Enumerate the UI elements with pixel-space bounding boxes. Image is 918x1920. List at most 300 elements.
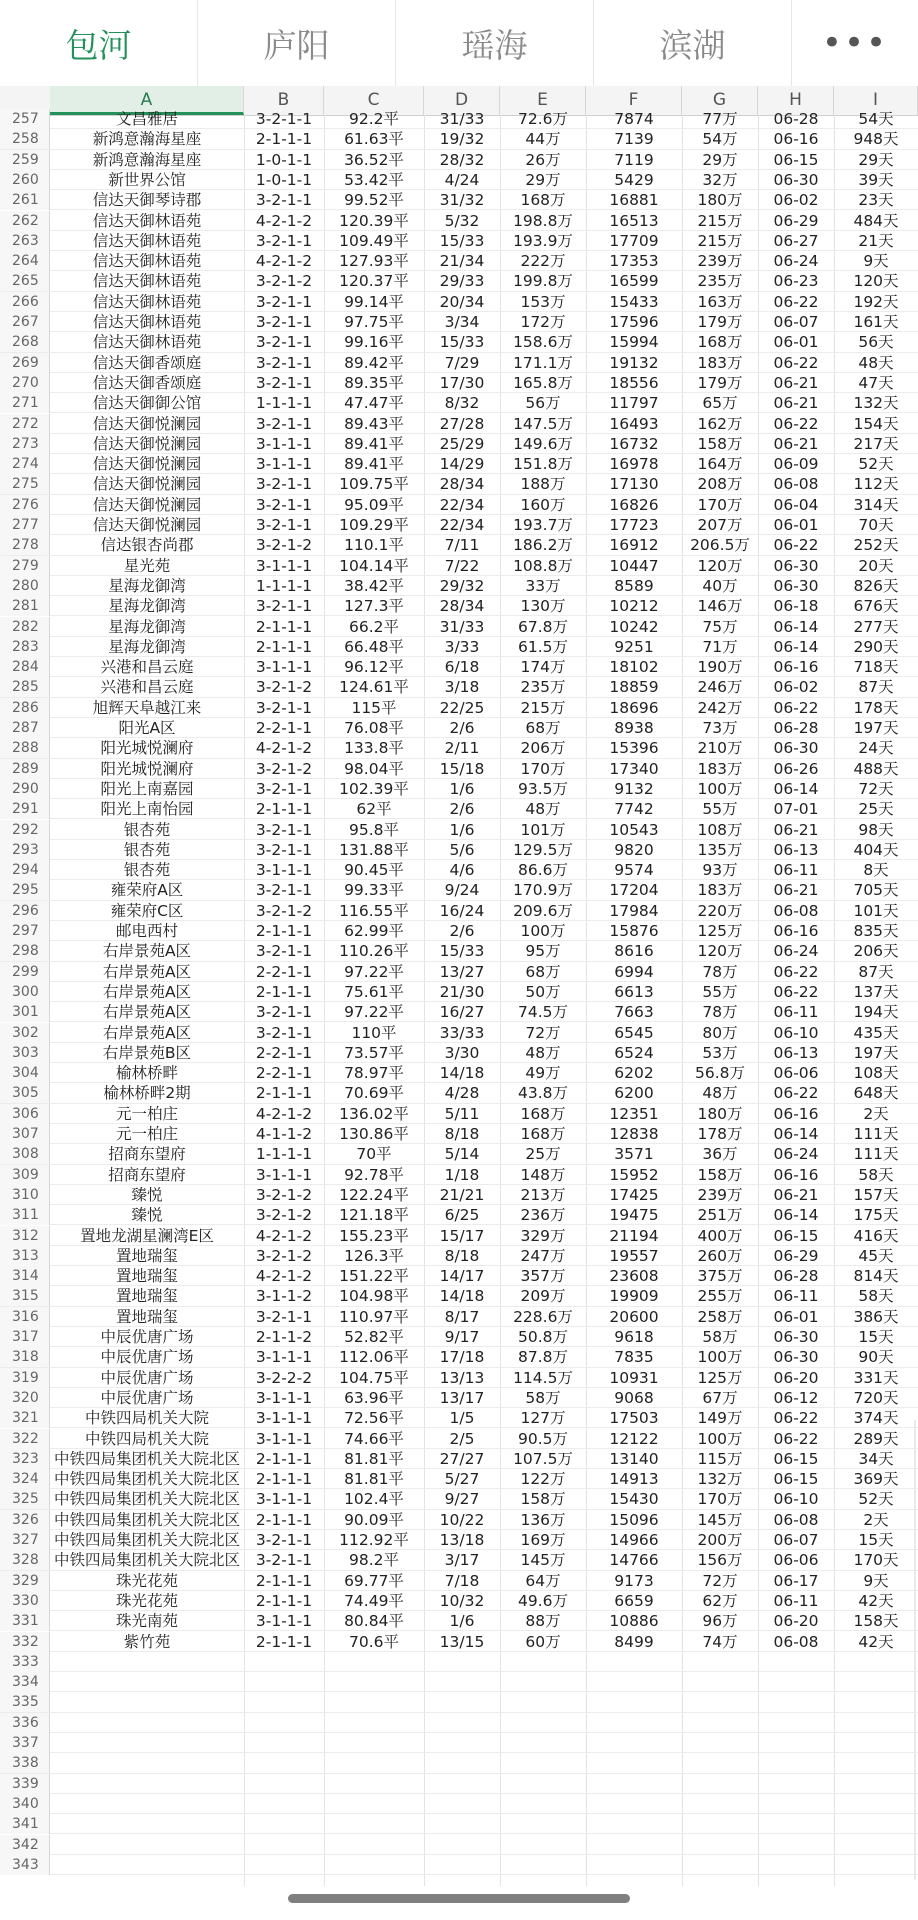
table-cell[interactable]: 06-04 xyxy=(773,495,819,514)
table-cell[interactable]: 兴港和昌云庭 xyxy=(100,658,194,677)
table-cell[interactable]: 206.5万 xyxy=(690,536,750,555)
table-cell[interactable]: 109.49平 xyxy=(339,231,409,250)
table-cell[interactable]: 100万 xyxy=(520,922,566,940)
row-number[interactable]: 270 xyxy=(0,373,50,393)
table-cell[interactable]: 125万 xyxy=(697,922,743,940)
table-cell[interactable]: 175天 xyxy=(853,1206,899,1225)
row-number[interactable]: 274 xyxy=(0,454,50,474)
table-cell[interactable]: 15/33 xyxy=(439,942,485,961)
table-cell[interactable]: 194天 xyxy=(853,1003,899,1022)
table-cell[interactable]: 718天 xyxy=(853,658,899,677)
table-row[interactable] xyxy=(0,271,918,291)
row-number[interactable]: 272 xyxy=(0,414,50,434)
table-cell[interactable]: 47.47平 xyxy=(344,394,404,413)
table-cell[interactable]: 183万 xyxy=(697,759,743,778)
table-cell[interactable]: 375万 xyxy=(697,1267,743,1286)
table-cell[interactable]: 2-1-1-1 xyxy=(255,617,313,636)
row-number[interactable]: 258 xyxy=(0,129,50,149)
table-cell[interactable]: 7835 xyxy=(614,1348,654,1367)
table-cell[interactable]: 阳光上南嘉园 xyxy=(100,779,194,798)
table-cell[interactable]: 74.5万 xyxy=(517,1003,568,1022)
table-cell[interactable]: 06-22 xyxy=(773,982,819,1001)
table-cell[interactable]: 3-2-1-2 xyxy=(255,1206,313,1225)
row-number[interactable]: 342 xyxy=(0,1835,50,1855)
table-cell[interactable]: 130万 xyxy=(520,597,566,616)
table-row[interactable] xyxy=(0,1591,918,1611)
table-cell[interactable]: 1/6 xyxy=(449,820,475,839)
table-cell[interactable]: 75.61平 xyxy=(344,982,404,1001)
table-cell[interactable]: 29/32 xyxy=(439,576,485,595)
table-cell[interactable]: 96.12平 xyxy=(344,658,404,677)
table-cell[interactable]: 192天 xyxy=(853,292,899,311)
table-cell[interactable]: 06-28 xyxy=(773,110,819,128)
table-row[interactable] xyxy=(0,1368,918,1388)
table-cell[interactable]: 7119 xyxy=(614,150,654,169)
table-cell[interactable]: 2-1-1-2 xyxy=(255,1328,313,1346)
table-cell[interactable]: 374天 xyxy=(853,1409,899,1428)
table-cell[interactable]: 62平 xyxy=(356,800,392,819)
table-cell[interactable]: 中铁四局集团机关大院北区 xyxy=(53,1551,240,1570)
table-cell[interactable]: 12122 xyxy=(609,1429,659,1448)
table-cell[interactable]: 290天 xyxy=(853,637,899,656)
table-cell[interactable]: 17353 xyxy=(609,252,659,271)
row-number[interactable]: 297 xyxy=(0,921,50,941)
table-cell[interactable]: 3-1-1-1 xyxy=(255,1429,313,1448)
table-cell[interactable]: 252天 xyxy=(853,536,899,555)
table-cell[interactable]: 180万 xyxy=(697,191,743,210)
column-header-e[interactable]: E xyxy=(500,86,586,115)
table-cell[interactable]: 48万 xyxy=(702,1084,738,1103)
table-cell[interactable]: 17340 xyxy=(609,759,659,778)
table-cell[interactable]: 33/33 xyxy=(439,1023,485,1042)
table-cell[interactable]: 21/21 xyxy=(439,1185,485,1204)
table-cell[interactable]: 87天 xyxy=(858,678,894,697)
table-row[interactable] xyxy=(0,1226,918,1246)
row-number[interactable]: 304 xyxy=(0,1063,50,1083)
table-cell[interactable]: 158万 xyxy=(697,1165,743,1184)
table-cell[interactable]: 06-16 xyxy=(773,658,819,677)
table-cell[interactable]: 06-21 xyxy=(773,373,819,392)
table-cell[interactable]: 06-16 xyxy=(773,130,819,149)
column-header-f[interactable]: F xyxy=(586,86,682,115)
table-cell[interactable]: 705天 xyxy=(853,881,899,900)
table-cell[interactable]: 15/33 xyxy=(439,231,485,250)
table-cell[interactable]: 217天 xyxy=(853,434,899,453)
table-cell[interactable]: 3-2-1-1 xyxy=(255,1531,313,1549)
table-row[interactable] xyxy=(0,1449,918,1469)
table-row[interactable] xyxy=(0,1713,918,1733)
table-cell[interactable]: 06-01 xyxy=(773,516,819,534)
table-row[interactable] xyxy=(0,1489,918,1509)
table-cell[interactable]: 90天 xyxy=(858,1348,894,1367)
table-cell[interactable]: 72.6万 xyxy=(517,110,568,128)
table-cell[interactable]: 7663 xyxy=(614,1003,654,1022)
table-cell[interactable]: 149.6万 xyxy=(513,434,573,453)
table-cell[interactable]: 73万 xyxy=(702,719,738,737)
table-cell[interactable]: 98天 xyxy=(858,820,894,839)
table-cell[interactable]: 3-1-1-1 xyxy=(255,658,313,677)
table-cell[interactable]: 4-1-1-2 xyxy=(255,1125,313,1143)
table-cell[interactable]: 06-08 xyxy=(773,1510,819,1529)
table-cell[interactable]: 68万 xyxy=(525,719,561,737)
table-cell[interactable]: 星光苑 xyxy=(123,556,171,575)
table-cell[interactable]: 旭辉天阜越江来 xyxy=(92,698,202,717)
table-cell[interactable]: 3-1-1-2 xyxy=(255,1287,313,1306)
table-cell[interactable]: 珠光南苑 xyxy=(115,1612,178,1631)
table-cell[interactable]: 06-02 xyxy=(773,678,819,697)
table-cell[interactable]: 158.6万 xyxy=(513,333,573,352)
table-cell[interactable]: 101天 xyxy=(853,901,899,920)
table-cell[interactable]: 87.8万 xyxy=(517,1348,568,1367)
table-cell[interactable]: 116.55平 xyxy=(339,901,409,920)
table-cell[interactable]: 信达天御林语苑 xyxy=(92,313,202,331)
table-cell[interactable]: 814天 xyxy=(853,1267,899,1286)
table-row[interactable] xyxy=(0,596,918,616)
row-number[interactable]: 276 xyxy=(0,495,50,515)
table-cell[interactable]: 16/27 xyxy=(439,1003,485,1022)
table-row[interactable] xyxy=(0,535,918,555)
table-cell[interactable]: 15096 xyxy=(609,1510,659,1529)
table-cell[interactable]: 7/18 xyxy=(444,1571,480,1590)
row-number[interactable]: 338 xyxy=(0,1753,50,1773)
table-row[interactable] xyxy=(0,880,918,900)
table-cell[interactable]: 19475 xyxy=(609,1206,659,1225)
table-cell[interactable]: 168万 xyxy=(697,333,743,352)
table-cell[interactable]: 135万 xyxy=(697,840,743,859)
table-cell[interactable]: 164万 xyxy=(697,455,743,474)
table-cell[interactable]: 中铁四局集团机关大院北区 xyxy=(53,1449,240,1468)
table-cell[interactable]: 289天 xyxy=(853,1429,899,1448)
table-cell[interactable]: 23608 xyxy=(609,1267,659,1286)
table-cell[interactable]: 208万 xyxy=(697,475,743,494)
table-cell[interactable]: 158天 xyxy=(853,1612,899,1631)
table-cell[interactable]: 中辰优唐广场 xyxy=(100,1348,194,1367)
table-cell[interactable]: 20天 xyxy=(858,556,894,575)
table-row[interactable] xyxy=(0,1611,918,1631)
table-cell[interactable]: 151.8万 xyxy=(513,455,573,474)
table-cell[interactable]: 146万 xyxy=(697,597,743,616)
table-row[interactable] xyxy=(0,292,918,312)
table-cell[interactable]: 48万 xyxy=(525,1043,561,1062)
table-cell[interactable]: 120天 xyxy=(853,272,899,291)
row-number[interactable]: 339 xyxy=(0,1774,50,1794)
table-cell[interactable]: 信达天御香颂庭 xyxy=(92,353,202,372)
table-cell[interactable]: 213万 xyxy=(520,1185,566,1204)
table-cell[interactable]: 89.35平 xyxy=(344,373,404,392)
table-row[interactable] xyxy=(0,190,918,210)
table-cell[interactable]: 127.3平 xyxy=(344,597,404,616)
table-cell[interactable]: 4-2-1-2 xyxy=(255,1104,313,1123)
row-number[interactable]: 265 xyxy=(0,271,50,291)
table-cell[interactable]: 10886 xyxy=(609,1612,659,1631)
table-cell[interactable]: 阳光城悦澜府 xyxy=(100,759,194,778)
table-cell[interactable]: 新鸿意瀚海星座 xyxy=(92,150,202,169)
table-cell[interactable]: 置地瑞玺 xyxy=(115,1307,178,1326)
table-cell[interactable]: 5/11 xyxy=(444,1104,480,1123)
table-cell[interactable]: 331天 xyxy=(853,1368,899,1387)
row-number[interactable]: 315 xyxy=(0,1286,50,1306)
table-cell[interactable]: 17204 xyxy=(609,881,659,900)
table-row[interactable] xyxy=(0,698,918,718)
table-cell[interactable]: 416天 xyxy=(853,1226,899,1245)
table-cell[interactable]: 90.09平 xyxy=(344,1510,404,1529)
table-cell[interactable]: 3-2-1-1 xyxy=(255,840,313,859)
table-cell[interactable]: 06-22 xyxy=(773,414,819,433)
table-cell[interactable]: 31/33 xyxy=(439,110,485,128)
table-cell[interactable]: 25天 xyxy=(858,800,894,819)
table-cell[interactable]: 109.75平 xyxy=(339,475,409,494)
table-row[interactable] xyxy=(0,677,918,697)
table-cell[interactable]: 15433 xyxy=(609,292,659,311)
table-cell[interactable]: 15/17 xyxy=(439,1226,485,1245)
table-cell[interactable]: 阳光A区 xyxy=(118,719,176,737)
table-cell[interactable]: 06-13 xyxy=(773,840,819,859)
table-cell[interactable]: 20/34 xyxy=(439,292,485,311)
table-cell[interactable]: 2-1-1-1 xyxy=(255,1084,313,1103)
table-cell[interactable]: 10/32 xyxy=(439,1591,485,1610)
table-row[interactable] xyxy=(0,1550,918,1570)
table-cell[interactable]: 阳光城悦澜府 xyxy=(100,739,194,758)
table-cell[interactable]: 154天 xyxy=(853,414,899,433)
table-cell[interactable]: 15430 xyxy=(609,1490,659,1509)
table-cell[interactable]: 招商东望府 xyxy=(108,1165,186,1184)
table-row[interactable] xyxy=(0,556,918,576)
table-cell[interactable]: 17984 xyxy=(609,901,659,920)
table-cell[interactable]: 97.22平 xyxy=(344,962,404,981)
row-number[interactable]: 268 xyxy=(0,332,50,352)
table-cell[interactable]: 20600 xyxy=(609,1307,659,1326)
table-cell[interactable]: 星海龙御湾 xyxy=(108,576,186,595)
table-cell[interactable]: 120万 xyxy=(697,556,743,575)
table-cell[interactable]: 70平 xyxy=(356,1145,392,1164)
table-cell[interactable]: 17723 xyxy=(609,516,659,534)
table-cell[interactable]: 06-14 xyxy=(773,1206,819,1225)
table-cell[interactable]: 242万 xyxy=(697,698,743,717)
table-row[interactable] xyxy=(0,1835,918,1855)
table-cell[interactable]: 5/27 xyxy=(444,1470,480,1489)
table-cell[interactable]: 17503 xyxy=(609,1409,659,1428)
table-cell[interactable]: 48天 xyxy=(858,353,894,372)
table-cell[interactable]: 42天 xyxy=(858,1591,894,1610)
table-cell[interactable]: 32万 xyxy=(702,170,738,189)
table-cell[interactable]: 23天 xyxy=(858,191,894,210)
row-number[interactable]: 264 xyxy=(0,251,50,271)
table-cell[interactable]: 3-2-1-1 xyxy=(255,698,313,717)
table-cell[interactable]: 4/28 xyxy=(444,1084,480,1103)
table-cell[interactable]: 65万 xyxy=(702,394,738,413)
table-cell[interactable]: 255万 xyxy=(697,1287,743,1306)
table-cell[interactable]: 3-2-1-1 xyxy=(255,495,313,514)
table-cell[interactable]: 17596 xyxy=(609,313,659,331)
table-cell[interactable]: 183万 xyxy=(697,881,743,900)
table-cell[interactable]: 3-1-1-1 xyxy=(255,1490,313,1509)
table-cell[interactable]: 155.23平 xyxy=(339,1226,409,1245)
table-cell[interactable]: 52.82平 xyxy=(344,1328,404,1346)
table-cell[interactable]: 58天 xyxy=(858,1165,894,1184)
table-cell[interactable]: 06-01 xyxy=(773,333,819,352)
table-cell[interactable]: 17/18 xyxy=(439,1348,485,1367)
table-cell[interactable]: 3-2-1-1 xyxy=(255,231,313,250)
table-cell[interactable]: 元一柏庄 xyxy=(115,1125,178,1143)
table-cell[interactable]: 58天 xyxy=(858,1287,894,1306)
table-cell[interactable]: 19557 xyxy=(609,1246,659,1265)
table-cell[interactable]: 06-21 xyxy=(773,394,819,413)
table-cell[interactable]: 170.9万 xyxy=(513,881,573,900)
table-cell[interactable]: 50万 xyxy=(525,982,561,1001)
table-cell[interactable]: 中铁四局机关大院 xyxy=(84,1429,209,1448)
table-cell[interactable]: 4-2-1-2 xyxy=(255,252,313,271)
table-cell[interactable]: 置地龙湖星澜湾E区 xyxy=(80,1226,214,1245)
table-cell[interactable]: 826天 xyxy=(853,576,899,595)
table-cell[interactable]: 9天 xyxy=(863,1571,889,1590)
table-cell[interactable]: 3-2-1-2 xyxy=(255,536,313,555)
table-cell[interactable]: 7742 xyxy=(614,800,654,819)
table-cell[interactable]: 10543 xyxy=(609,820,659,839)
table-cell[interactable]: 15396 xyxy=(609,739,659,758)
table-cell[interactable]: 4/6 xyxy=(449,861,475,880)
table-cell[interactable]: 104.98平 xyxy=(339,1287,409,1306)
table-cell[interactable]: 56万 xyxy=(525,394,561,413)
table-cell[interactable]: 81.81平 xyxy=(344,1449,404,1468)
table-cell[interactable]: 14/17 xyxy=(439,1267,485,1286)
table-cell[interactable]: 168万 xyxy=(520,191,566,210)
table-row[interactable] xyxy=(0,515,918,535)
table-cell[interactable]: 2-1-1-1 xyxy=(255,1449,313,1468)
table-cell[interactable]: 15952 xyxy=(609,1165,659,1184)
table-cell[interactable]: 76.08平 xyxy=(344,719,404,737)
table-cell[interactable]: 8/18 xyxy=(444,1246,480,1265)
table-cell[interactable]: 13/18 xyxy=(439,1531,485,1549)
table-cell[interactable]: 62.99平 xyxy=(344,922,404,940)
table-cell[interactable]: 25/29 xyxy=(439,434,485,453)
table-row[interactable] xyxy=(0,1246,918,1266)
table-cell[interactable]: 70.6平 xyxy=(348,1632,399,1651)
table-cell[interactable]: 835天 xyxy=(853,922,899,940)
table-cell[interactable]: 1/6 xyxy=(449,1612,475,1631)
table-cell[interactable]: 7/22 xyxy=(444,556,480,575)
table-cell[interactable]: 45天 xyxy=(858,1246,894,1265)
table-cell[interactable]: 17/30 xyxy=(439,373,485,392)
table-cell[interactable]: 06-21 xyxy=(773,1185,819,1204)
table-cell[interactable]: 67.8万 xyxy=(517,617,568,636)
table-cell[interactable]: 右岸景苑A区 xyxy=(102,962,192,981)
table-row[interactable] xyxy=(0,109,918,129)
table-cell[interactable]: 124.61平 xyxy=(339,678,409,697)
table-cell[interactable]: 114.5万 xyxy=(513,1368,573,1387)
table-row[interactable] xyxy=(0,1144,918,1164)
table-cell[interactable]: 329万 xyxy=(520,1226,566,1245)
table-row[interactable] xyxy=(0,251,918,271)
table-cell[interactable]: 3-2-1-2 xyxy=(255,1185,313,1204)
table-cell[interactable]: 29万 xyxy=(702,150,738,169)
table-cell[interactable]: 6202 xyxy=(614,1064,654,1083)
table-cell[interactable]: 104.14平 xyxy=(339,556,409,575)
table-cell[interactable]: 488天 xyxy=(853,759,899,778)
table-cell[interactable]: 112天 xyxy=(853,475,899,494)
row-number[interactable]: 324 xyxy=(0,1469,50,1489)
table-cell[interactable]: 信达天御悦澜园 xyxy=(92,516,202,534)
table-cell[interactable]: 星海龙御湾 xyxy=(108,617,186,636)
table-cell[interactable]: 56天 xyxy=(858,333,894,352)
table-cell[interactable]: 158万 xyxy=(697,434,743,453)
table-cell[interactable]: 右岸景苑A区 xyxy=(102,1023,192,1042)
row-number[interactable]: 327 xyxy=(0,1530,50,1550)
table-cell[interactable]: 131.88平 xyxy=(339,840,409,859)
table-cell[interactable]: 信达天御林语苑 xyxy=(92,272,202,291)
table-cell[interactable]: 22/34 xyxy=(439,516,485,534)
table-cell[interactable]: 66.48平 xyxy=(344,637,404,656)
table-cell[interactable]: 6/25 xyxy=(444,1206,480,1225)
table-cell[interactable]: 8天 xyxy=(863,861,889,880)
table-cell[interactable]: 银杏苑 xyxy=(123,840,171,859)
table-row[interactable] xyxy=(0,170,918,190)
table-cell[interactable]: 2-1-1-1 xyxy=(255,1632,313,1651)
table-cell[interactable]: 90.5万 xyxy=(517,1429,568,1448)
table-cell[interactable]: 125万 xyxy=(697,1368,743,1387)
row-number[interactable]: 305 xyxy=(0,1083,50,1103)
table-cell[interactable]: 157天 xyxy=(853,1185,899,1204)
table-cell[interactable]: 7139 xyxy=(614,130,654,149)
table-cell[interactable]: 31/32 xyxy=(439,191,485,210)
table-cell[interactable]: 2-1-1-1 xyxy=(255,1510,313,1529)
table-cell[interactable]: 元一柏庄 xyxy=(115,1104,178,1123)
table-cell[interactable]: 3-2-1-1 xyxy=(255,597,313,616)
table-cell[interactable]: 13/15 xyxy=(439,1632,485,1651)
table-cell[interactable]: 8616 xyxy=(614,942,654,961)
table-cell[interactable]: 3-1-1-1 xyxy=(255,1165,313,1184)
row-number[interactable]: 303 xyxy=(0,1043,50,1063)
table-cell[interactable]: 3-2-1-1 xyxy=(255,333,313,352)
table-cell[interactable]: 紫竹苑 xyxy=(123,1632,171,1651)
table-row[interactable] xyxy=(0,434,918,454)
table-cell[interactable]: 58万 xyxy=(702,1328,738,1346)
row-number[interactable]: 261 xyxy=(0,190,50,210)
table-cell[interactable]: 06-16 xyxy=(773,1165,819,1184)
table-cell[interactable]: 10931 xyxy=(609,1368,659,1387)
table-cell[interactable]: 06-22 xyxy=(773,1409,819,1428)
table-cell[interactable]: 74万 xyxy=(702,1632,738,1651)
table-cell[interactable]: 61.63平 xyxy=(344,130,404,149)
table-cell[interactable]: 9173 xyxy=(614,1571,654,1590)
table-cell[interactable]: 95.8平 xyxy=(348,820,399,839)
table-cell[interactable]: 400万 xyxy=(697,1226,743,1245)
table-cell[interactable]: 06-21 xyxy=(773,434,819,453)
table-row[interactable] xyxy=(0,901,918,921)
table-cell[interactable]: 1-1-1-1 xyxy=(255,394,313,413)
table-row[interactable] xyxy=(0,1043,918,1063)
table-row[interactable] xyxy=(0,312,918,332)
table-cell[interactable]: 6545 xyxy=(614,1023,654,1042)
row-number[interactable]: 260 xyxy=(0,170,50,190)
table-cell[interactable]: 100万 xyxy=(697,1429,743,1448)
table-cell[interactable]: 129.5万 xyxy=(513,840,573,859)
table-cell[interactable]: 18696 xyxy=(609,698,659,717)
table-cell[interactable]: 137天 xyxy=(853,982,899,1001)
table-cell[interactable]: 9068 xyxy=(614,1388,654,1407)
table-cell[interactable]: 54天 xyxy=(858,110,894,128)
table-cell[interactable]: 158万 xyxy=(520,1490,566,1509)
table-cell[interactable]: 149万 xyxy=(697,1409,743,1428)
row-number[interactable]: 334 xyxy=(0,1672,50,1692)
table-cell[interactable]: 96万 xyxy=(702,1612,738,1631)
table-cell[interactable]: 93.5万 xyxy=(517,779,568,798)
table-cell[interactable]: 右岸景苑A区 xyxy=(102,1003,192,1022)
table-cell[interactable]: 120.37平 xyxy=(339,272,409,291)
table-cell[interactable]: 130.86平 xyxy=(339,1125,409,1143)
table-cell[interactable]: 06-15 xyxy=(773,1226,819,1245)
table-cell[interactable]: 3-2-1-1 xyxy=(255,779,313,798)
row-number[interactable]: 323 xyxy=(0,1449,50,1469)
